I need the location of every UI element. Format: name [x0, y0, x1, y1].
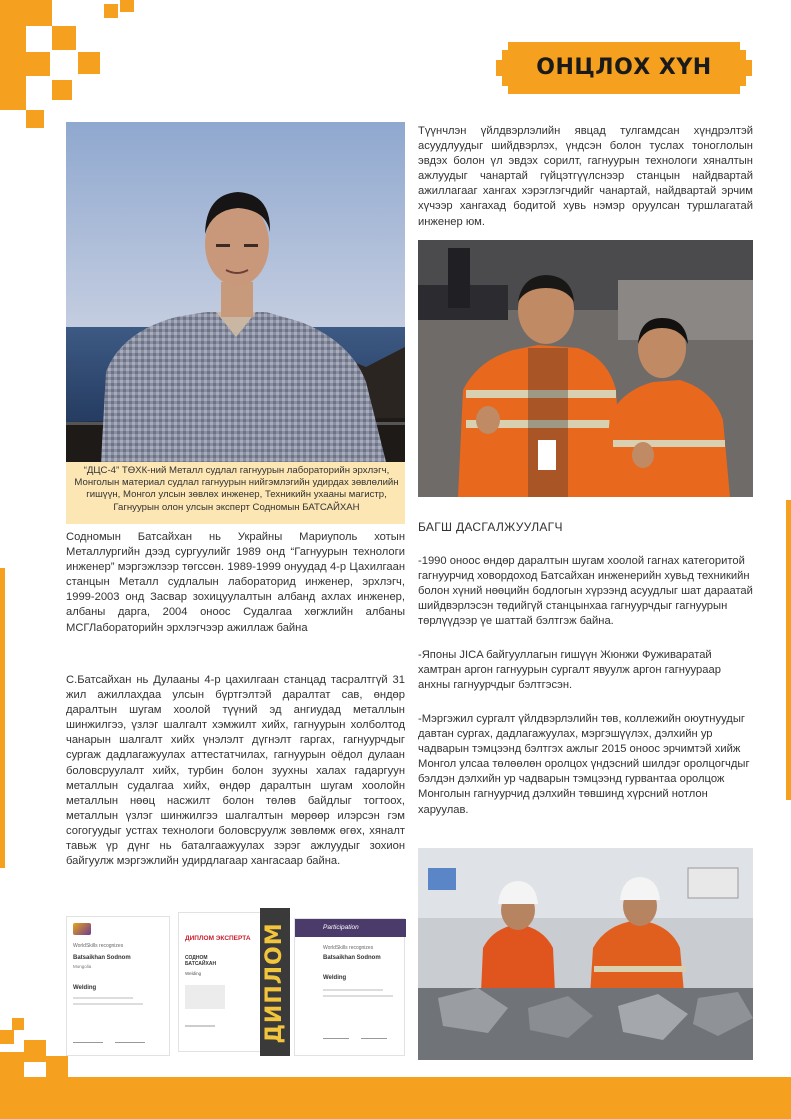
- section-heading: БАГШ ДАСГАЛЖУУЛАГЧ: [418, 520, 563, 534]
- participation-org: WorldSkills recognizes: [323, 945, 374, 951]
- certificate-worldskills: [66, 916, 170, 1056]
- participation-header: Participation: [295, 919, 406, 937]
- worldskills-logo: [73, 923, 91, 935]
- page-title: ОНЦЛОХ ХҮН: [536, 55, 712, 80]
- certificates-collage: [66, 908, 405, 1058]
- header-banner: [496, 42, 752, 94]
- diploma-vertical-text: ДИПЛОМ: [262, 922, 287, 1044]
- footer-band: [0, 1077, 791, 1119]
- workshop-photo: [418, 848, 753, 1060]
- cert-country: Mongolia: [73, 964, 92, 969]
- portrait-photo: [66, 122, 405, 462]
- mentor-point-2: -Японы JICA байгууллагын гишүүн Жюнжи Фуживаратай хамтран аргон гагнуурын сургалт явуулж аргон гагнуураар анхны гагнуурчдыг бэлтгэсэн.: [418, 649, 721, 692]
- mentor-point-3: -Мэргэжил сургалт үйлдвэрлэлийн төв, коллежийн оюутнуудыг давтан сургах, дадлагажуулах, мэргэшүүлэх, дэлхийн ур чадварын тэмцээнд бэлтгэх ажлыг 2015 оноос эрчимтэй хийж Монгол улсаа төлөөлөн оролцох үндэсний шилдэг оролцогчдыг бэлдэн дэлхийн ур чадварын тэмцээнд гурвантаа оролцож Монголын гагнуурчид дэлхийн төвшинд хүрсний нотлон харуулав.: [418, 713, 750, 816]
- certificate-participation: [294, 918, 405, 1056]
- portrait-caption: “ДЦС-4” ТӨХК-ний Металл судлал гагнуурын лабораторийн эрхлэгч, Монголын материал судлал гагнуурын нийгэмлэгийн удирдах зөвлөлийн гишүүн, Монгол улсын зөвлөх инженер, Техникийн ухааны магистр, Гагнуурын олон улсын эксперт Содномын БАТСАЙХАН: [66, 462, 405, 524]
- diploma-vertical-band: [260, 908, 290, 1056]
- diploma-skill: Welding: [185, 971, 202, 976]
- diploma-title: ДИПЛОМ ЭКСПЕРТА: [185, 935, 251, 942]
- diploma-name-2: БАТСАЙХАН: [185, 961, 217, 967]
- participation-name: Batsaikhan Sodnom: [323, 955, 381, 961]
- cert-skill: Welding: [73, 985, 97, 991]
- intro-paragraph: Түүнчлэн үйлдвэрлэлийн явцад тулгамдсан хүндрэлтэй асуудлуудыг шийдвэрлэх, үндсэн болон туслах тоноглолын эвдэх болон үл эвдэх сорилт, гагнуурын технологи хяналтын ажлуудыг чанартай гүйцэтгүүлснээр станцын найдвартай ажиллагааг хангах хэрэглэгчдийг чанартай, найдвартай эрчим хүчээр хангахад бодитой хувь нэмэр оруулсан туршлагатай инженер юм.: [418, 125, 753, 228]
- cert-name: Batsaikhan Sodnom: [73, 955, 131, 961]
- competition-photo: [418, 240, 753, 497]
- mentor-point-1: -1990 оноос өндөр даралтын шугам хоолой гагнах категоритой гагнуурчид ховордоход Батсайхан инженерийн хувьд техникийн болон хүний нөөцийн бодлогын хүрээнд асуудлыг шат дараатай шийдвэрлэсэн төдийгүй станцынхаа гагнуурчдыг гагнуурын төрлүүдээр үе шаттай бэлтгэж байна.: [418, 555, 753, 628]
- left-accent-bar: [0, 568, 5, 868]
- biography-paragraph-1: Содномын Батсайхан нь Украйны Мариуполь хотын Металлургийн дээд сургуулийг 1989 онд “Гагнуурын технологи инженер” мэргэжлээр төгссөн. 1989-1999 онуудад 4-р Цахилгаан станцын Металл судлалын лабораторид инженер, эрхлэгч, 1999-2003 онд Засвар зохицуулалтын албанд ахлах инженер, албаны дарга, 2004 оноос Судалгаа хөгжлийн албаны МСГЛабораторийн эрхлэгчээр ажиллаж байна: [66, 531, 405, 634]
- diploma-name-1: СОДНОМ: [185, 955, 208, 961]
- biography-paragraph-2: С.Батсайхан нь Дулааны 4-р цахилгаан станцад тасралтгүй 31 жил ажиллахдаа улсын бүртгэлтэй даралтат сав, өндөр даралтын шугам хоолой түүний эд ангиудад металлын шинжилгээ, үзлэг шалгалт хэмжилт хийх, гагнуурын холболтод чанарын шалгалт хийх үнэлэлт дүгнэлт гаргах, гагнуурчдыг сургаж дадлагажуулах аттестатчилах, гагнуурын оёдол дулаан боловсруулалт хийх, турбин болон зуухны халах гадаргуун металлын судалгаа хийх, өндөр даралтын шугам хоолойн металлын нөөц насжилт болон төлөв байдлыг тогтоох, металлын үзлэг шинжилгээ шалгалтын мөрөөр илэрсэн гэм согогуудыг устгах технологи боловсруулж зөвлөмж өгөх, хяналт тавьж үр дүнг нь баталгаажуулах зэрэг ажлуудыг зохион байгуулж мэргэжлийн удирдлагаар хангасаар байна.: [66, 674, 405, 868]
- participation-skill: Welding: [323, 975, 347, 981]
- cert-org: WorldSkills recognizes: [73, 943, 124, 949]
- right-accent-bar: [786, 500, 791, 800]
